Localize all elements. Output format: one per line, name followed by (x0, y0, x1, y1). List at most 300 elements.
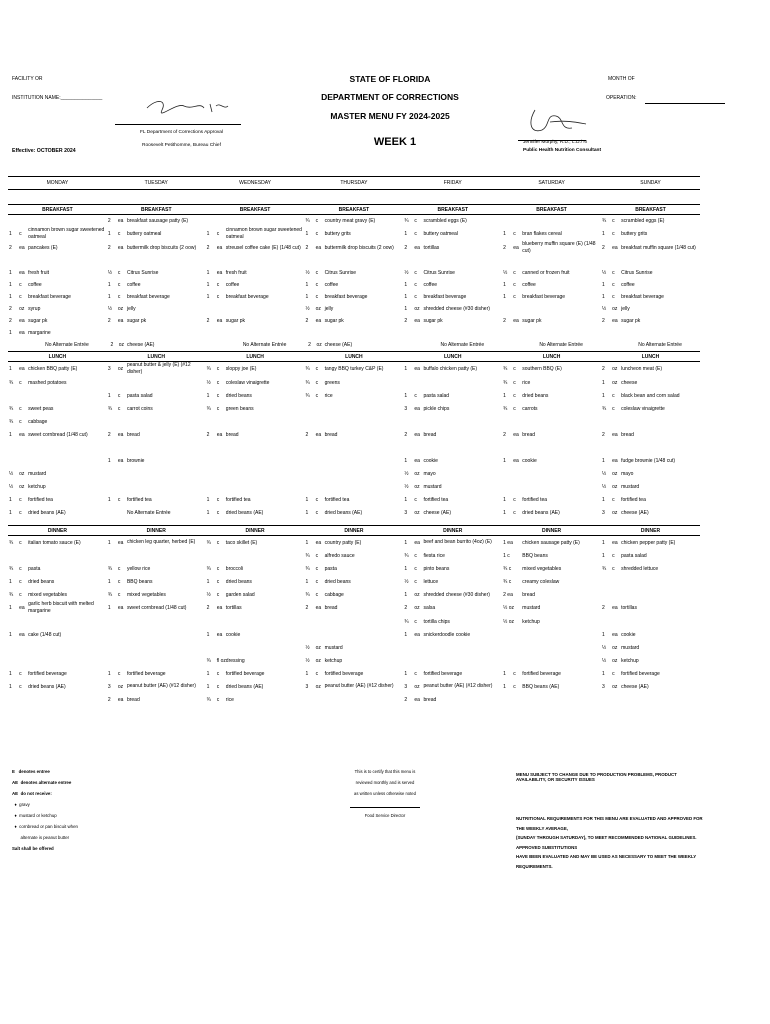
menu-unit: ea (315, 431, 322, 438)
menu-qty (403, 255, 413, 267)
menu-item: bread (324, 431, 338, 438)
menu-unit: ea (117, 245, 124, 251)
menu-qty: 1 (305, 539, 309, 546)
menu-item (225, 467, 305, 480)
menu-qty: ¾ (601, 218, 607, 224)
dinner_rows-row (8, 536, 700, 550)
menu-qty: 1 (206, 294, 210, 300)
menu-item (126, 376, 206, 389)
lunch-header: LUNCH (502, 352, 601, 362)
menu-item: tortillas (621, 605, 637, 611)
breakfast_rows-row (8, 267, 700, 279)
legend-ae-text: denotes alternate entree (20, 780, 72, 785)
menu-qty: 3 (601, 683, 605, 690)
menu-item: cookie (225, 631, 241, 638)
menu-qty (8, 615, 18, 628)
menu-item: coffee (621, 282, 635, 288)
menu-qty: 1 (404, 591, 408, 598)
menu-qty: ¾ (305, 552, 310, 559)
menu-item: breakfast beverage (126, 294, 170, 300)
menu-item (521, 415, 601, 428)
menu-item (324, 402, 404, 415)
menu-qty: 1 (305, 670, 309, 677)
lunch-header: LUNCH (403, 352, 502, 362)
menu-unit: c (315, 509, 319, 516)
menu-unit (18, 693, 27, 706)
certify-line-2: reviewed monthly and is served (355, 780, 415, 785)
menu-item: bran flakes cereal (522, 231, 562, 237)
menu-item: pasta salad (621, 552, 647, 559)
menu-unit: c (117, 591, 121, 598)
menu-unit: ea (117, 431, 124, 438)
day-header-tuesday: TUESDAY (107, 177, 206, 190)
menu-qty (601, 693, 611, 706)
menu-item (422, 641, 502, 654)
menu-unit: c (19, 539, 22, 546)
menu-qty: 1 (601, 631, 605, 638)
menu-qty: 2 (206, 605, 210, 611)
menu-qty: 1 c (503, 552, 510, 559)
menu-unit (512, 215, 521, 228)
menu-unit: c (117, 231, 121, 237)
institution-label: INSTITUTION NAME:_______________ (12, 95, 103, 101)
menu-qty: 1 (404, 670, 408, 677)
lunch_rows-row (8, 402, 700, 415)
menu-item: coffee (126, 282, 141, 288)
menu-qty (206, 255, 216, 267)
menu-qty (107, 615, 117, 628)
menu-item: ketchup (621, 657, 639, 664)
menu-unit: c (216, 539, 220, 546)
menu-qty: 1 (601, 379, 605, 386)
menu-qty: 2 (305, 318, 309, 324)
menu-unit (216, 255, 225, 267)
menu-item: fortified beverage (522, 670, 561, 677)
menu-qty: ½ (503, 270, 508, 276)
menu-unit: ea (612, 539, 618, 546)
menu-qty: 1 (9, 431, 12, 438)
menu-item (126, 415, 206, 428)
menu-item (126, 549, 206, 562)
menu-item (324, 255, 404, 267)
menu-unit (117, 506, 126, 519)
menu-unit (611, 255, 620, 267)
menu-qty (601, 327, 611, 339)
dinner_rows-row (8, 693, 700, 706)
menu-item (27, 215, 107, 228)
menu-unit (512, 415, 521, 428)
menu-item: fortified tea (225, 496, 251, 503)
menu-unit (117, 441, 126, 454)
menu-unit (512, 441, 521, 454)
menu-unit: c (117, 496, 121, 503)
menu-item: country patty (E) (324, 539, 362, 546)
menu-unit: ea (216, 270, 223, 276)
menu-qty: ½ (404, 483, 409, 490)
menu-unit: c (19, 591, 22, 598)
menu-unit: ea (19, 245, 25, 251)
menu-qty (403, 641, 413, 654)
menu-qty: 1 (601, 552, 605, 559)
menu-unit: c (117, 294, 121, 300)
menu-qty: ¾ (305, 392, 310, 399)
menu-item: green beans (225, 405, 254, 412)
menu-item: luncheon meat (E) (621, 366, 662, 372)
menu-unit: c (19, 509, 22, 516)
lunch_rows-row (8, 376, 700, 389)
menu-qty (304, 693, 314, 706)
effective-date: Effective: OCTOBER 2024 (12, 148, 76, 154)
menu-item: buttery oatmeal (126, 231, 162, 237)
menu-qty: ¾ (305, 565, 310, 572)
menu-qty: 2 (601, 431, 605, 438)
menu-qty: ¾ (503, 379, 508, 386)
menu-qty: ¾ c (503, 565, 512, 572)
menu-qty: ¾ (9, 565, 14, 572)
operation-label: OPERATION: (606, 95, 637, 101)
menu-item (521, 480, 601, 493)
menu-unit (216, 549, 225, 562)
menu-unit (512, 327, 521, 339)
menu-qty: 1 (305, 231, 309, 237)
menu-unit: ea (315, 605, 322, 611)
dinner_rows-row (8, 680, 700, 693)
menu-unit: c (513, 405, 516, 412)
menu-qty: ½ (206, 591, 211, 598)
menu-qty: 1 (9, 631, 12, 638)
lunch_rows-row (8, 415, 700, 428)
menu-item: taco skillet (E) (225, 539, 258, 546)
menu-unit: c (19, 670, 22, 677)
menu-qty: 2 (404, 245, 408, 251)
menu-qty: ¾ (601, 565, 607, 572)
menu-qty (502, 467, 512, 480)
menu-unit: ea (414, 431, 420, 438)
menu-item: fortified tea (28, 496, 53, 503)
breakfast_rows-row (8, 255, 700, 267)
menu-item (126, 641, 206, 654)
menu-qty: 1 (107, 392, 111, 399)
menu-item (225, 215, 305, 228)
breakfast_rows-row (8, 327, 700, 339)
menu-unit (117, 480, 126, 493)
menu-item: dried beans (324, 578, 351, 585)
menu-item: rice (225, 696, 234, 703)
menu-item (324, 693, 404, 706)
menu-item: BBQ beans (AE) (522, 683, 560, 690)
menu-unit: c (117, 565, 121, 572)
menu-unit: ea (216, 605, 223, 611)
approval-label: FL Department of Corrections Approval (140, 130, 224, 135)
menu-item: chicken sausage patty (E) (522, 539, 580, 546)
menu-qty: 1 (503, 457, 506, 464)
menu-unit: c (414, 670, 417, 677)
alt-unit (611, 339, 620, 352)
menu-unit: ea (19, 330, 25, 336)
menu-qty (502, 441, 512, 454)
menu-item: snickerdoodle cookie (423, 631, 471, 638)
menu-qty: 1 (206, 578, 210, 585)
menu-item: sugar pk (522, 318, 542, 324)
menu-item (126, 628, 206, 641)
menu-qty: ½ (404, 578, 409, 585)
menu-qty: 1 (601, 294, 605, 300)
lunch_rows-row (8, 362, 700, 377)
menu-unit: c (513, 379, 516, 386)
menu-unit: oz (612, 379, 618, 386)
menu-item: carrots (522, 405, 538, 412)
menu-qty: ¾ (206, 657, 211, 664)
menu-unit (315, 628, 324, 641)
menu-item: cookie (522, 457, 537, 464)
menu-item: dried beans (522, 392, 549, 399)
menu-qty (8, 693, 18, 706)
menu-item (521, 628, 601, 641)
menu-qty (304, 415, 314, 428)
menu-item: jelly (324, 306, 334, 312)
dinner-header: DINNER (206, 526, 305, 536)
operation-line (645, 103, 725, 104)
menu-item: tortillas (225, 605, 242, 611)
menu-item: Citrus Sunrise (126, 270, 159, 276)
menu-item: chicken BBQ patty (E) (28, 366, 78, 372)
menu-qty (206, 454, 216, 467)
menu-qty (304, 255, 314, 267)
menu-qty: 1 (503, 282, 506, 288)
menu-qty (601, 615, 611, 628)
menu-unit: c (315, 231, 319, 237)
menu-item (521, 693, 601, 706)
menu-item (225, 327, 305, 339)
menu-unit: c (315, 294, 319, 300)
menu-unit: c (315, 591, 319, 598)
menu-unit: c (216, 670, 220, 677)
menu-item: cabbage (28, 418, 48, 425)
menu-unit: ea (216, 318, 223, 324)
menu-unit: ea (216, 631, 223, 638)
menu-item: cheese (AE) (621, 683, 649, 690)
facility-label: FACILITY OR (12, 76, 43, 82)
menu-qty: ½ (107, 270, 112, 276)
menu-unit: c (216, 282, 220, 288)
menu-qty: ½ (601, 644, 607, 651)
menu-unit: c (612, 231, 615, 237)
menu-qty: ½ oz (503, 605, 514, 611)
menu-qty (502, 255, 512, 267)
menu-unit (413, 654, 422, 667)
menu-item: scrambled eggs (E) (423, 218, 467, 224)
menu-qty (403, 327, 413, 339)
menu-unit: c (315, 552, 319, 559)
menu-item: country meat gravy (E) (324, 218, 376, 224)
menu-qty: 2 (305, 605, 309, 611)
menu-unit: c (414, 218, 417, 224)
menu-item: mustard (28, 470, 47, 477)
menu-unit (611, 615, 620, 628)
menu-unit (216, 615, 225, 628)
menu-item (324, 615, 404, 628)
menu-qty: 1 (503, 670, 506, 677)
menu-qty: 1 (305, 294, 309, 300)
menu-qty (304, 441, 314, 454)
menu-unit (117, 255, 126, 267)
menu-item (126, 255, 206, 267)
day-header-friday: FRIDAY (403, 177, 502, 190)
menu-item (27, 693, 107, 706)
menu-unit: ea (315, 539, 322, 546)
menu-unit: ea (216, 431, 223, 438)
menu-qty: 2 (601, 366, 605, 372)
menu-qty: ½ (601, 657, 607, 664)
menu-item: dried beans (AE) (225, 683, 264, 690)
menu-item: pinto beans (423, 565, 450, 572)
menu-item: buttermilk drop biscuits (2 oow) (324, 244, 394, 251)
menu-qty: 3 (305, 683, 309, 690)
menu-unit (117, 549, 126, 562)
menu-item: breakfast sausage patty (E) (126, 218, 189, 224)
menu-unit: c (315, 565, 319, 572)
menu-item: salsa (423, 605, 436, 611)
menu-item: coffee (522, 282, 536, 288)
alternate-entree: No Alternate Entrée (440, 342, 485, 348)
menu-item: breakfast beverage (28, 294, 71, 300)
menu-unit (18, 454, 27, 467)
menu-qty (8, 215, 18, 228)
menu-qty (601, 588, 611, 601)
alt-qty: 2 (110, 342, 114, 348)
menu-unit: ea (117, 218, 124, 224)
dinner_rows-row (8, 641, 700, 654)
menu-unit: ea (612, 318, 618, 324)
notice-nutrition-line-3: HAVE BEEN EVALUATED AND MAY BE USED AS NECESSARY TO MEET THE WEEKLY REQUIREMENTS. (516, 854, 697, 869)
menu-unit: c (117, 578, 121, 585)
menu-qty (8, 654, 18, 667)
menu-item: dressing (225, 657, 245, 664)
menu-unit (117, 467, 126, 480)
chief-signature-line (115, 124, 241, 125)
menu-item (324, 467, 404, 480)
menu-qty: 1 (503, 231, 506, 237)
menu-qty: ¾ (404, 552, 409, 559)
dinner_rows-row (8, 549, 700, 562)
menu-item (126, 441, 206, 454)
menu-unit: ea (513, 245, 519, 251)
menu-unit: c (117, 282, 121, 288)
menu-unit: c (216, 366, 220, 372)
menu-qty (8, 549, 18, 562)
menu-item: bread (423, 431, 437, 438)
menu-unit: ea (117, 539, 124, 546)
menu-item: Citrus Sunrise (423, 270, 455, 276)
menu-unit: c (216, 591, 220, 598)
menu-item (324, 415, 404, 428)
menu-qty (107, 327, 117, 339)
certify-line-3: as written unless otherwise noted (354, 791, 416, 796)
menu-item: peanut butter (AE) (#12 disher) (126, 683, 196, 689)
menu-item (521, 654, 601, 667)
menu-unit: ea (612, 457, 618, 464)
dinner-header: DINNER (601, 526, 700, 536)
menu-item: pasta salad (423, 392, 450, 399)
menu-qty: ½ (9, 470, 14, 477)
menu-qty: 2 (107, 431, 111, 438)
menu-unit: c (612, 552, 615, 559)
menu-qty: ¾ (305, 591, 310, 598)
menu-qty: ¾ (107, 591, 112, 598)
menu-item: southern BBQ (E) (522, 366, 562, 372)
menu-item: shredded cheese (#30 disher) (423, 591, 490, 598)
alternate-entree: No Alternate Entrée (242, 342, 287, 348)
menu-qty (502, 641, 512, 654)
menu-item (620, 415, 700, 428)
menu-qty: ½ (404, 270, 409, 276)
menu-item: pickle chips (423, 405, 450, 412)
menu-item: BBQ beans (522, 552, 548, 559)
legend-item-gravy: gravy (19, 802, 30, 807)
alt-unit: oz (118, 342, 125, 348)
menu-qty: 1 (404, 457, 408, 464)
menu-unit: c (414, 496, 417, 503)
menu-item: broccoli (225, 565, 244, 572)
menu-qty: 1 (9, 605, 12, 611)
menu-unit: ea (414, 318, 420, 324)
menu-qty (8, 641, 18, 654)
menu-qty (107, 654, 117, 667)
menu-item (225, 303, 305, 315)
menu-qty: 2 (107, 218, 111, 224)
menu-item (620, 441, 700, 454)
lunch_rows-row (8, 467, 700, 480)
menu-qty (502, 654, 512, 667)
menu-qty: 1 (9, 270, 12, 276)
day-header-thursday: THURSDAY (304, 177, 403, 190)
menu-unit: c (414, 270, 417, 276)
menu-qty (206, 415, 216, 428)
menu-qty: 2 (503, 431, 506, 438)
menu-unit: c (315, 496, 319, 503)
dinner_rows-row (8, 562, 700, 575)
menu-qty: 1 (206, 392, 210, 399)
menu-item: pasta salad (126, 392, 153, 399)
breakfast-header: BREAKFAST (601, 205, 700, 215)
alt-qty (8, 339, 18, 352)
menu-qty (206, 303, 216, 315)
menu-unit (117, 628, 126, 641)
menu-unit: c (216, 683, 220, 690)
breakfast_rows-row (8, 315, 700, 327)
menu-item (126, 615, 206, 628)
menu-item (422, 441, 502, 454)
menu-qty: ¾ (206, 405, 211, 412)
menu-item: fiesta rice (423, 552, 445, 559)
menu-qty: 2 (404, 605, 408, 611)
menu-item: pasta (324, 565, 337, 572)
menu-item: fresh fruit (225, 270, 247, 276)
menu-qty: ½ (107, 306, 112, 312)
menu-item: sloppy joe (E) (225, 366, 257, 372)
lunch_rows-row (8, 428, 700, 441)
dept-title: DEPARTMENT OF CORRECTIONS (321, 92, 459, 102)
menu-item: breakfast beverage (324, 294, 368, 300)
menu-unit: c (315, 366, 319, 372)
menu-item: coffee (324, 282, 339, 288)
menu-unit: c (19, 231, 22, 237)
menu-item: streusel coffee cake (E) (1/48 cut) (225, 244, 301, 251)
menu-item (225, 641, 305, 654)
menu-unit: c (315, 218, 319, 224)
menu-unit (117, 641, 126, 654)
breakfast_rows-row (8, 279, 700, 291)
